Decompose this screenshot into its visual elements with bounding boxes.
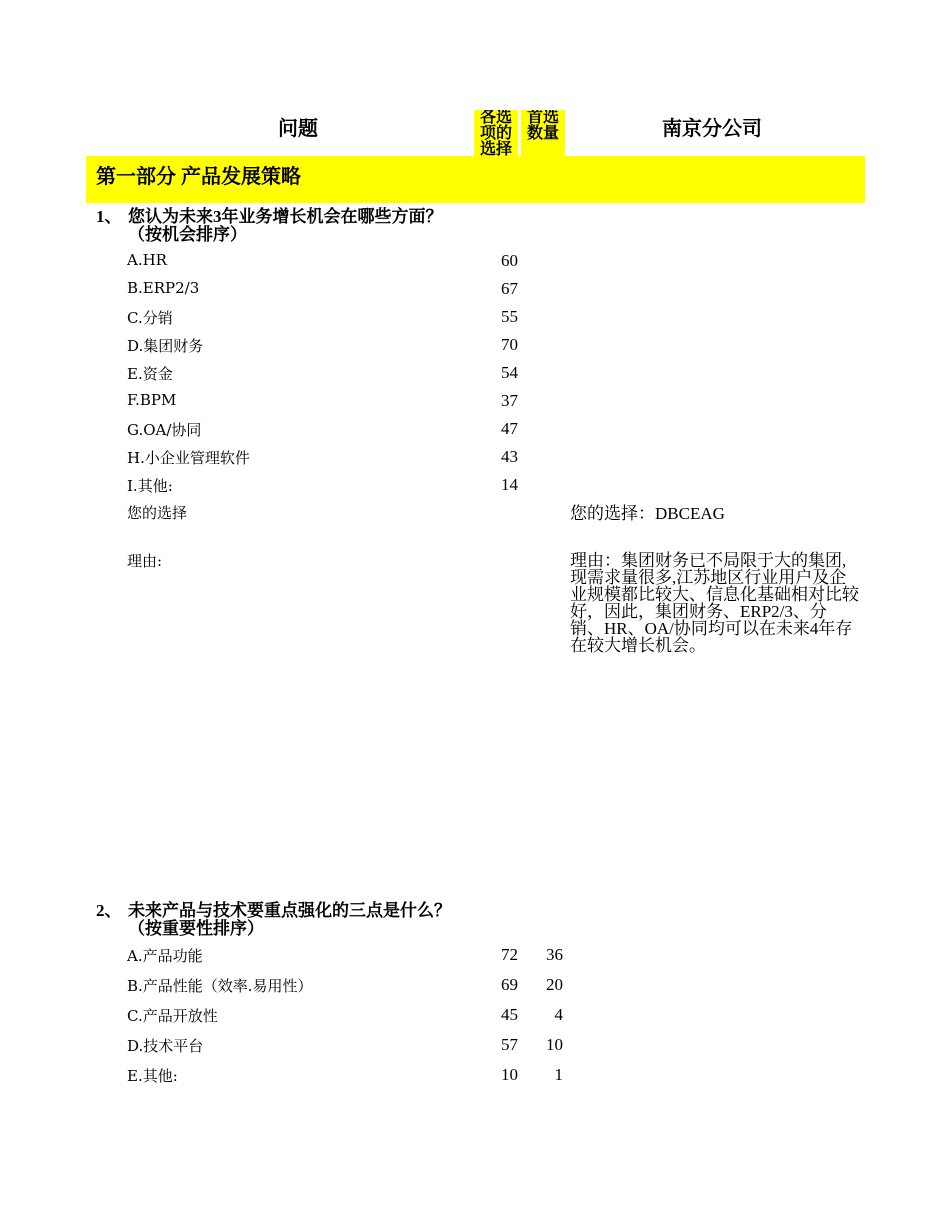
answer-choice: 您的选择：DBCEAG	[570, 504, 725, 523]
option-label: D.技术平台	[127, 1037, 204, 1055]
option-label: D.集团财务	[127, 337, 204, 355]
option-label: E.其他:	[127, 1067, 178, 1085]
option-count: 37	[501, 391, 518, 410]
option-label: I.其他:	[127, 477, 173, 495]
option-first-count: 36	[546, 945, 563, 964]
option-label: C.分销	[127, 309, 173, 327]
reason-label: 理由:	[127, 552, 163, 570]
question-1-text: 您认为未来3年业务增长机会在哪些方面？（按机会排序）	[128, 207, 443, 244]
question-2-text: 未来产品与技术要重点强化的三点是什么？（按重要性排序）	[128, 901, 451, 938]
question-column-header: 问题	[278, 118, 318, 140]
option-count: 67	[501, 279, 518, 298]
option-count: 45	[501, 1005, 518, 1024]
option-count: 57	[501, 1035, 518, 1054]
option-first-count: 4	[554, 1005, 563, 1024]
option-label: B.ERP2/3	[127, 279, 200, 297]
all-choices-column-header: 各选项的选择	[474, 110, 518, 156]
option-label: A.产品功能	[127, 947, 203, 965]
option-first-count: 20	[546, 975, 563, 994]
option-label: A.HR	[127, 251, 167, 269]
option-label: G.OA/协同	[127, 421, 202, 439]
option-label: E.资金	[127, 365, 173, 383]
option-label: C.产品开放性	[127, 1007, 218, 1025]
first-choice-column-header: 首选数量	[521, 110, 565, 156]
option-count: 43	[501, 447, 518, 466]
option-count: 14	[501, 475, 518, 494]
option-count: 10	[501, 1065, 518, 1084]
option-label: B.产品性能（效率.易用性）	[127, 977, 313, 995]
option-first-count: 1	[554, 1065, 563, 1084]
option-count: 54	[501, 363, 518, 382]
option-label: H.小企业管理软件	[127, 449, 250, 467]
answer-reason: 理由：集团财务已不局限于大的集团,现需求量很多,江苏地区行业用户及企业规模都比较大、信息化基础相对比较好，因此，集团财务、ERP2/3、分 销、HR、OA/协同均可以在未来4年存在较大增长机会。	[570, 551, 859, 655]
question-1-number: 1、	[96, 207, 122, 226]
option-count: 55	[501, 307, 518, 326]
branch-column-header: 南京分公司	[662, 118, 762, 140]
option-count: 47	[501, 419, 518, 438]
option-count: 69	[501, 975, 518, 994]
option-label: F.BPM	[127, 391, 177, 409]
question-2-number: 2、	[96, 901, 122, 920]
option-count: 70	[501, 335, 518, 354]
option-count: 72	[501, 945, 518, 964]
choice-label: 您的选择	[127, 504, 188, 522]
option-count: 60	[501, 251, 518, 270]
section-banner	[86, 156, 865, 203]
section-title: 第一部分 产品发展策略	[96, 166, 301, 188]
option-first-count: 10	[546, 1035, 563, 1054]
